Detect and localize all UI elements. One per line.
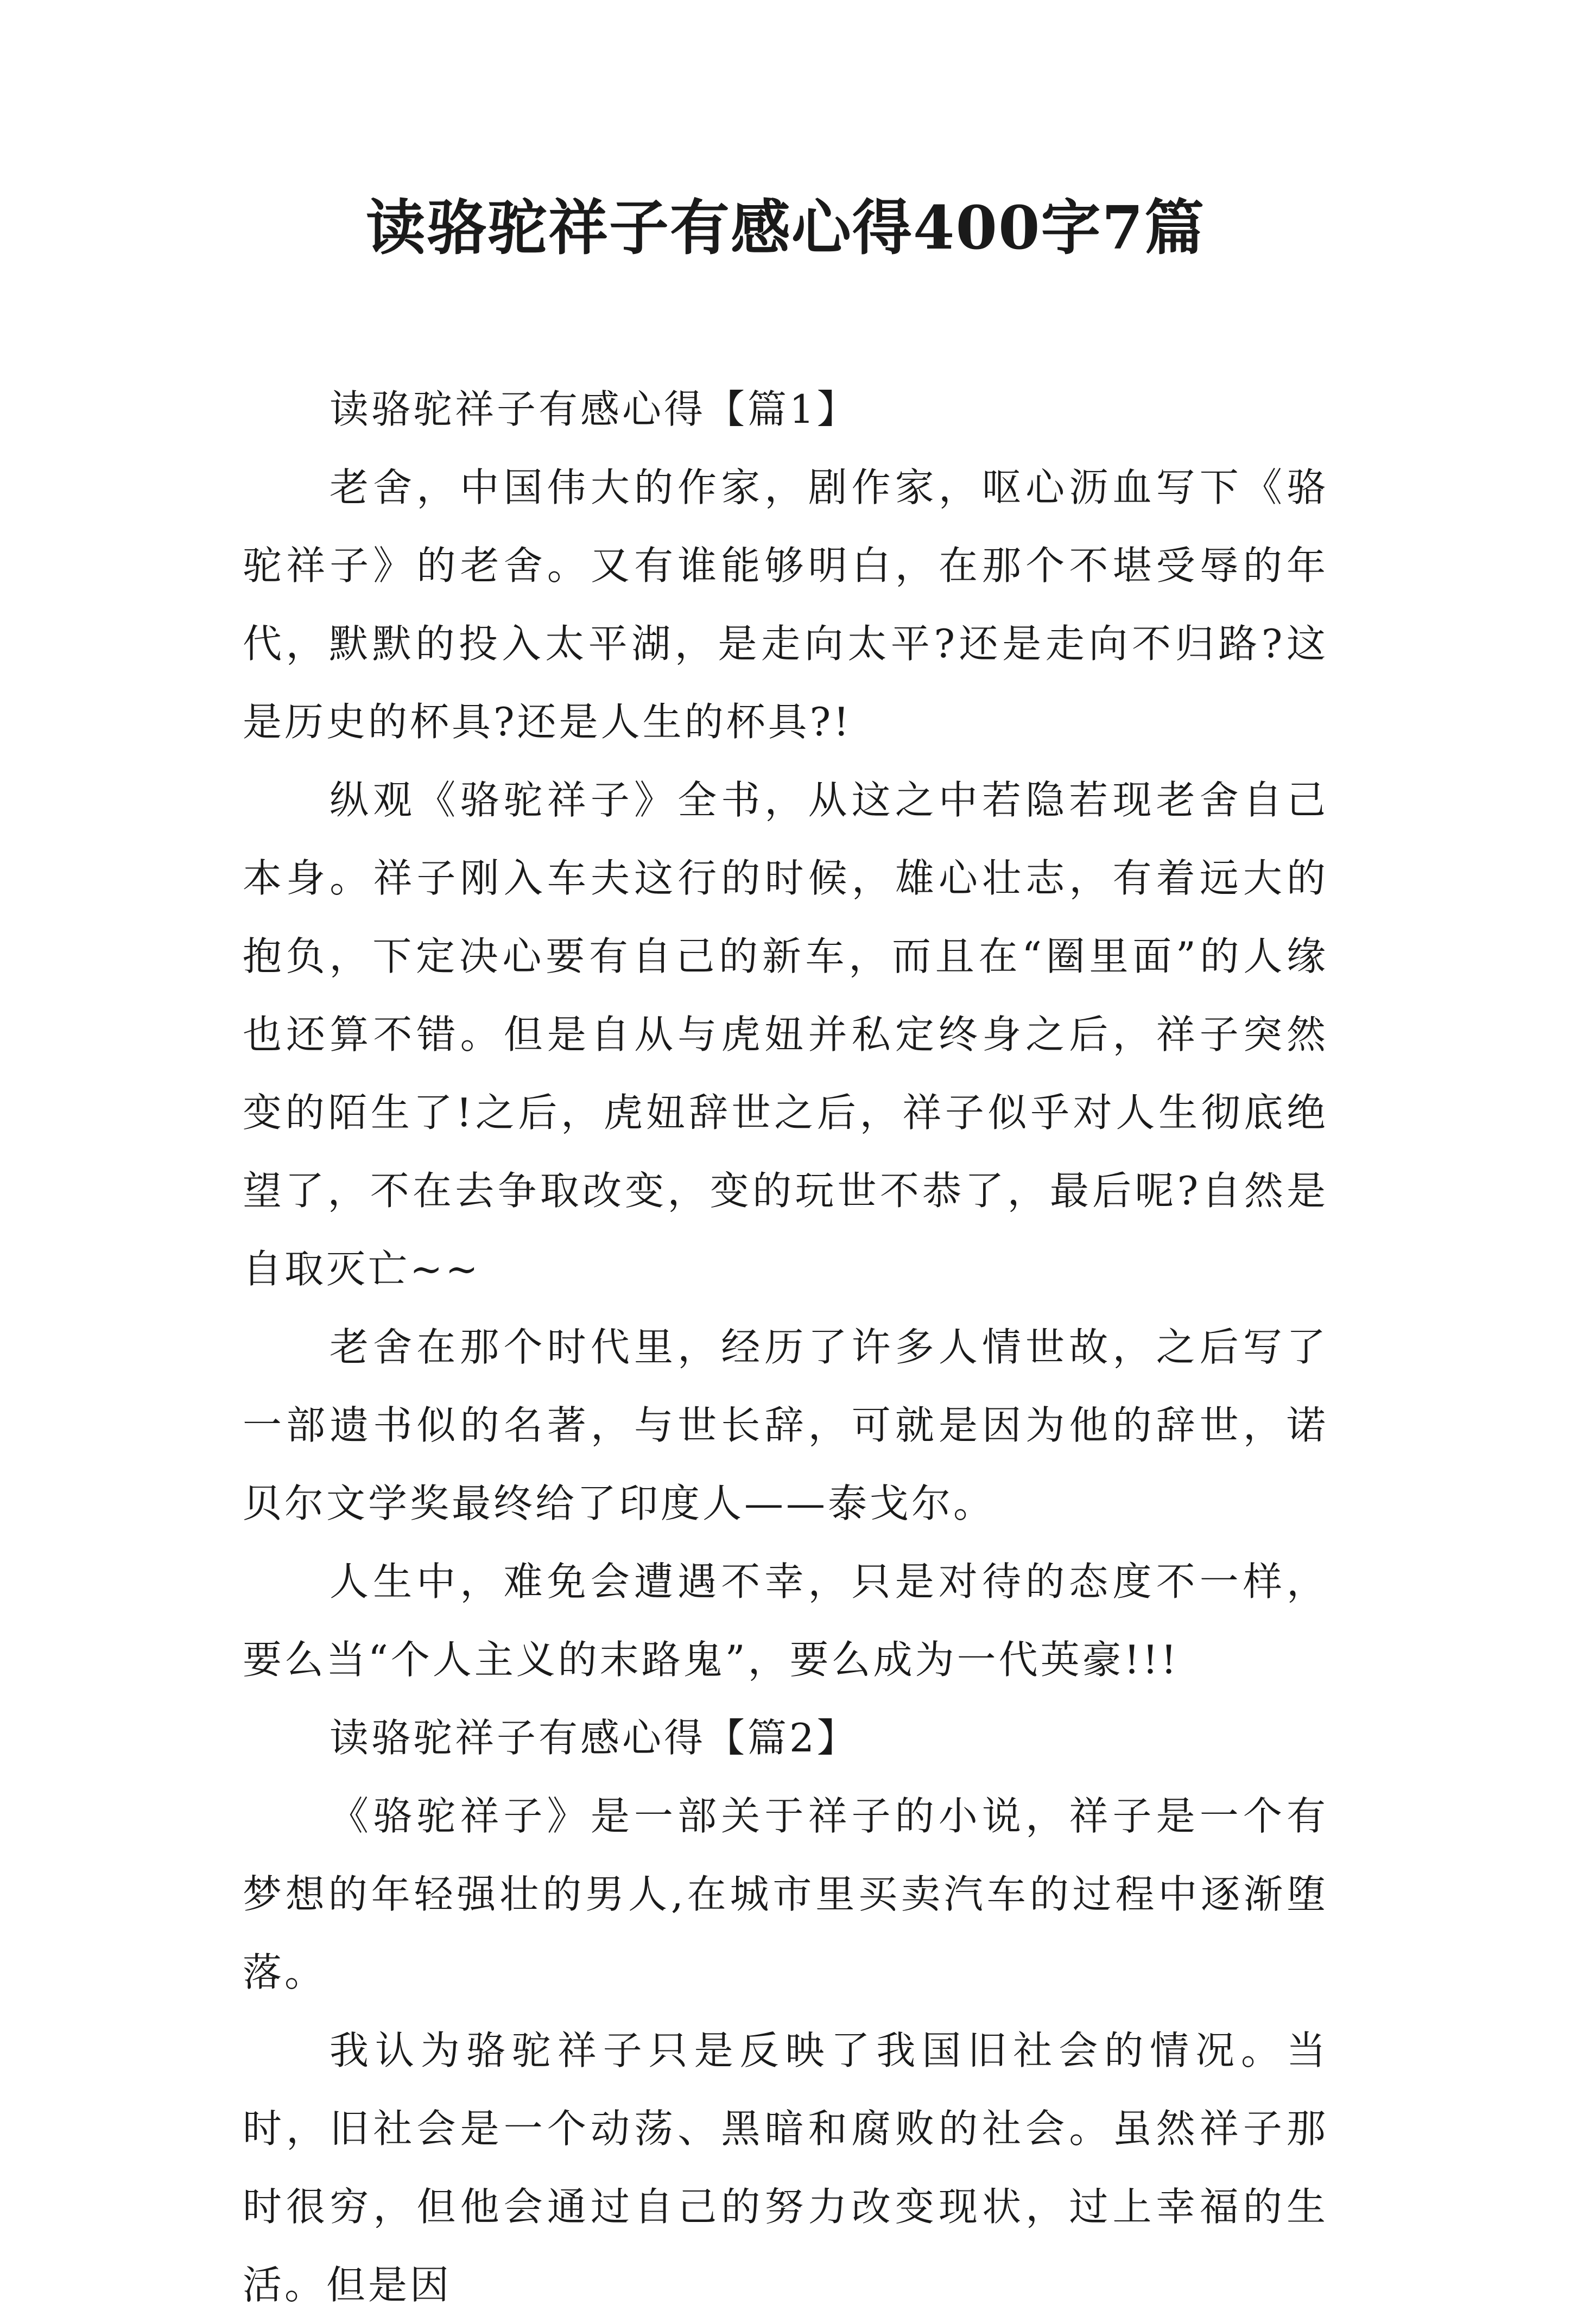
paragraph: 我认为骆驼祥子只是反映了我国旧社会的情况。当时，旧社会是一个动荡、黑暗和腐败的社会。虽然祥子那时很穷，但他会通过自己的努力改变现状，过上幸福的生活。但是因: [243, 2028, 1328, 2308]
section-heading: 读骆驼祥子有感心得【篇2】: [330, 1715, 859, 1761]
section-heading: 读骆驼祥子有感心得【篇1】: [330, 386, 859, 432]
paragraph: 人生中，难免会遭遇不幸，只是对待的态度不一样，要么当“个人主义的末路鬼”，要么成为一代英豪!!!: [243, 1559, 1328, 1682]
paragraph: 纵观《骆驼祥子》全书，从这之中若隐若现老舍自己本身。祥子刚入车夫这行的时候，雄心壮志，有着远大的抱负，下定决心要有自己的新车，而且在“圈里面”的人缘也还算不错。但是自从与虎妞并私定终身之后，祥子突然变的陌生了!之后，虎妞辞世之后，祥子似乎对人生彻底绝望了，不在去争取改变，变的玩世不恭了，最后呢?自然是自取灭亡~~: [243, 777, 1328, 1292]
paragraph: 《骆驼祥子》是一部关于祥子的小说，祥子是一个有梦想的年轻强壮的男人,在城市里买卖汽车的过程中逐渐堕落。: [243, 1793, 1328, 1995]
document-body: [243, 370, 1328, 2324]
paragraph: 老舍，中国伟大的作家，剧作家，呕心沥血写下《骆驼祥子》的老舍。又有谁能够明白，在那个不堪受辱的年代，默默的投入太平湖，是走向太平?还是走向不归路?这是历史的杯具?还是人生的杯具?!: [243, 465, 1328, 745]
document-title: 读骆驼祥子有感心得400字7篇: [365, 193, 1206, 263]
paragraph: 老舍在那个时代里，经历了许多人情世故，之后写了一部遗书似的名著，与世长辞，可就是因为他的辞世，诺贝尔文学奖最终给了印度人——泰戈尔。: [243, 1324, 1328, 1526]
